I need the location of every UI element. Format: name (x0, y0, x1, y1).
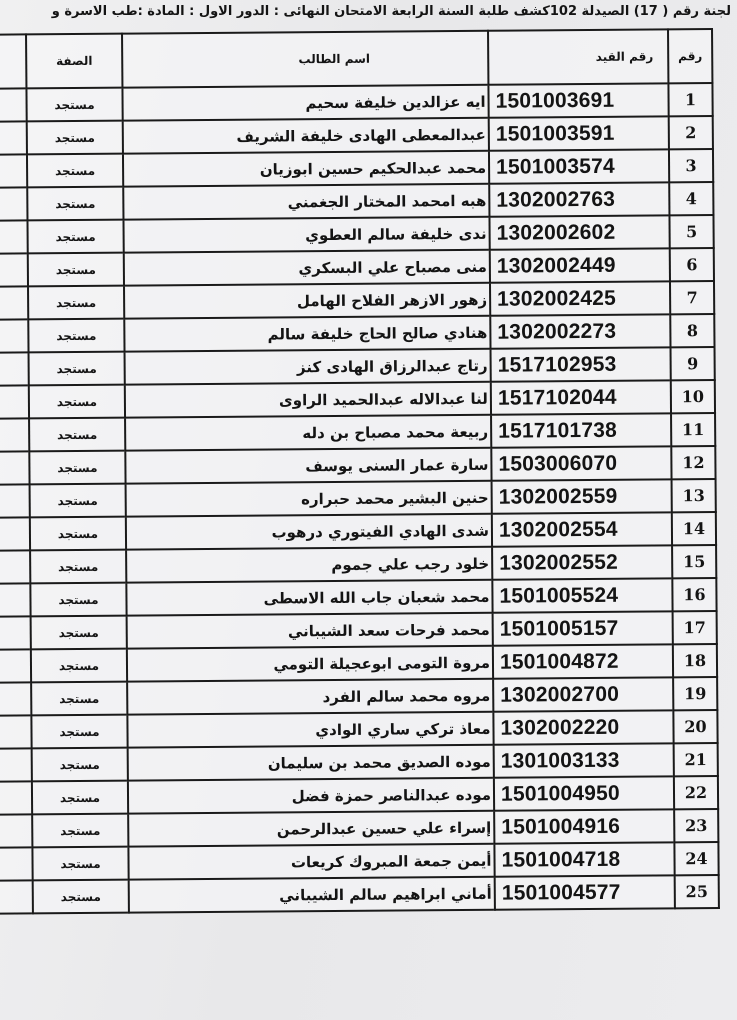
row-number: 17 (673, 611, 717, 644)
student-id-cell: 1302002425 (490, 281, 670, 315)
table-header-row (0, 29, 712, 90)
status-cell: مستجد (27, 220, 123, 254)
status-cell: مستجد (30, 484, 126, 518)
status-cell: مستجد (29, 352, 125, 386)
column-header-student-id: رقم القيد (488, 29, 668, 84)
status-cell: مستجد (32, 814, 128, 848)
student-id-cell: 1501005157 (493, 611, 673, 645)
student-id-cell: 1517102953 (491, 347, 671, 381)
row-number: 11 (671, 413, 715, 446)
attendance-cell (0, 715, 32, 749)
row-number: 1 (668, 83, 712, 116)
attendance-cell (0, 748, 32, 782)
student-name-cell: محمد شعبان جاب الله الاسطى (126, 580, 492, 616)
attendance-cell (0, 253, 28, 287)
status-cell: مستجد (31, 682, 127, 716)
attendance-cell (0, 814, 32, 848)
attendance-cell (0, 616, 31, 650)
student-name-cell: موده عبدالناصر حمزة فضل (128, 778, 494, 814)
row-number: 10 (671, 380, 715, 413)
row-number: 20 (673, 710, 717, 743)
attendance-cell (0, 352, 29, 386)
student-id-cell: 1501004950 (494, 776, 674, 810)
student-id-cell: 1302002449 (490, 248, 670, 282)
status-cell: مستجد (26, 88, 122, 122)
student-id-cell: 1503006070 (491, 446, 671, 480)
row-number: 2 (669, 116, 713, 149)
student-name-cell: أيمن جمعة المبروك كريعات (128, 844, 494, 880)
table-body (0, 83, 719, 915)
student-id-cell: 1302002763 (489, 182, 669, 216)
student-name-cell: رتاج عبدالرزاق الهادى كنز (125, 349, 491, 385)
status-cell: مستجد (31, 616, 127, 650)
status-cell: مستجد (32, 847, 128, 881)
status-cell: مستجد (32, 781, 128, 815)
table-row (0, 875, 719, 915)
student-name-cell: مروة التومى ابوعجيلة التومي (127, 646, 493, 682)
student-id-cell: 1501004872 (493, 644, 673, 678)
student-name-cell: خلود رجب علي جموم (126, 547, 492, 583)
attendance-cell (0, 484, 30, 518)
row-number: 16 (672, 578, 716, 611)
student-id-cell: 1302002602 (489, 215, 669, 249)
status-cell: مستجد (29, 451, 125, 485)
status-cell: مستجد (29, 385, 125, 419)
column-header-student-name: اسم الطالب (122, 31, 488, 88)
status-cell: مستجد (33, 880, 129, 914)
row-number: 12 (671, 446, 715, 479)
student-id-cell: 1302002273 (490, 314, 670, 348)
row-number: 22 (674, 776, 718, 809)
status-cell: مستجد (27, 187, 123, 221)
attendance-cell (0, 220, 28, 254)
status-cell: مستجد (30, 583, 126, 617)
student-name-cell: ايه عزالدين خليفة سحيم (122, 85, 488, 121)
attendance-cell (0, 121, 27, 155)
student-id-cell: 1302002700 (493, 677, 673, 711)
row-number: 4 (669, 182, 713, 215)
student-id-cell: 1517102044 (491, 380, 671, 414)
student-name-cell: ندى خليفة سالم العطوي (123, 217, 489, 253)
row-number: 3 (669, 149, 713, 182)
student-name-cell: مروه محمد سالم الفرد (127, 679, 493, 715)
attendance-cell (0, 451, 30, 485)
row-number: 18 (673, 644, 717, 677)
student-name-cell: ربيعة محمد مصباح بن دله (125, 415, 491, 451)
status-cell: مستجد (30, 517, 126, 551)
student-roster-table (0, 28, 720, 916)
student-name-cell: حنين البشير محمد حبراره (126, 481, 492, 517)
student-id-cell: 1501003691 (488, 83, 668, 117)
student-id-cell: 1501005524 (492, 578, 672, 612)
attendance-cell (0, 319, 29, 353)
student-id-cell: 1501004718 (494, 842, 674, 876)
attendance-cell (0, 649, 31, 683)
attendance-cell (0, 583, 31, 617)
student-name-cell: هنادي صالح الحاج خليفة سالم (124, 316, 490, 352)
row-number: 15 (672, 545, 716, 578)
row-number: 25 (675, 875, 719, 908)
attendance-cell (0, 418, 29, 452)
row-number: 13 (672, 479, 716, 512)
row-number: 14 (672, 512, 716, 545)
attendance-cell (0, 517, 30, 551)
row-number: 21 (674, 743, 718, 776)
student-name-cell: زهور الازهر الفلاح الهامل (124, 283, 490, 319)
student-id-cell: 1301003133 (494, 743, 674, 777)
status-cell: مستجد (28, 286, 124, 320)
column-header-status: الصفة (26, 34, 122, 89)
student-name-cell: محمد فرحات سعد الشيباني (127, 613, 493, 649)
student-id-cell: 1517101738 (491, 413, 671, 447)
attendance-cell (0, 385, 29, 419)
attendance-cell (0, 847, 33, 881)
status-cell: مستجد (28, 319, 124, 353)
status-cell: مستجد (32, 748, 128, 782)
attendance-cell (0, 682, 31, 716)
student-name-cell: موده الصديق محمد بن سليمان (128, 745, 494, 781)
attendance-cell (0, 286, 28, 320)
student-name-cell: منى مصباح علي البسكري (124, 250, 490, 286)
student-name-cell: هبه امحمد المختار الجغمني (123, 184, 489, 220)
student-id-cell: 1302002559 (492, 479, 672, 513)
column-header-attendance (0, 34, 26, 89)
student-name-cell: أماني ابراهيم سالم الشيباني (129, 877, 495, 913)
student-name-cell: إسراء علي حسين عبدالرحمن (128, 811, 494, 847)
student-name-cell: محمد عبدالحكيم حسين ابوزيان (123, 151, 489, 187)
row-number: 24 (674, 842, 718, 875)
student-id-cell: 1302002220 (493, 710, 673, 744)
student-name-cell: معاذ تركي ساري الوادي (127, 712, 493, 748)
row-number: 7 (670, 281, 714, 314)
row-number: 8 (670, 314, 714, 347)
student-name-cell: لنا عبدالاله عبدالحميد الراوى (125, 382, 491, 418)
column-header-number: رقم (668, 29, 712, 83)
student-id-cell: 1501004577 (495, 875, 675, 909)
student-name-cell: عبدالمعطى الهادى خليفة الشريف (123, 118, 489, 154)
status-cell: مستجد (30, 550, 126, 584)
student-id-cell: 1501004916 (494, 809, 674, 843)
attendance-cell (0, 88, 27, 122)
row-number: 5 (669, 215, 713, 248)
row-number: 23 (674, 809, 718, 842)
attendance-cell (0, 187, 27, 221)
status-cell: مستجد (27, 154, 123, 188)
row-number: 9 (671, 347, 715, 380)
student-name-cell: شدى الهادي الفيتوري درهوب (126, 514, 492, 550)
student-id-cell: 1302002552 (492, 545, 672, 579)
student-id-cell: 1501003574 (489, 149, 669, 183)
status-cell: مستجد (28, 253, 124, 287)
status-cell: مستجد (27, 121, 123, 155)
student-id-cell: 1302002554 (492, 512, 672, 546)
student-name-cell: سارة عمار السنى يوسف (125, 448, 491, 484)
student-id-cell: 1501003591 (489, 116, 669, 150)
document-header: لجنة رقم ( 17) الصيدلة 102كشف طلبة السنة الرابعة الامتحان النهائى : الدور الاول : المادة :طب الاسرة و (51, 4, 731, 19)
attendance-cell (0, 880, 33, 914)
row-number: 6 (670, 248, 714, 281)
attendance-cell (0, 154, 27, 188)
status-cell: مستجد (31, 715, 127, 749)
status-cell: مستجد (31, 649, 127, 683)
attendance-cell (0, 781, 32, 815)
row-number: 19 (673, 677, 717, 710)
status-cell: مستجد (29, 418, 125, 452)
attendance-cell (0, 550, 30, 584)
